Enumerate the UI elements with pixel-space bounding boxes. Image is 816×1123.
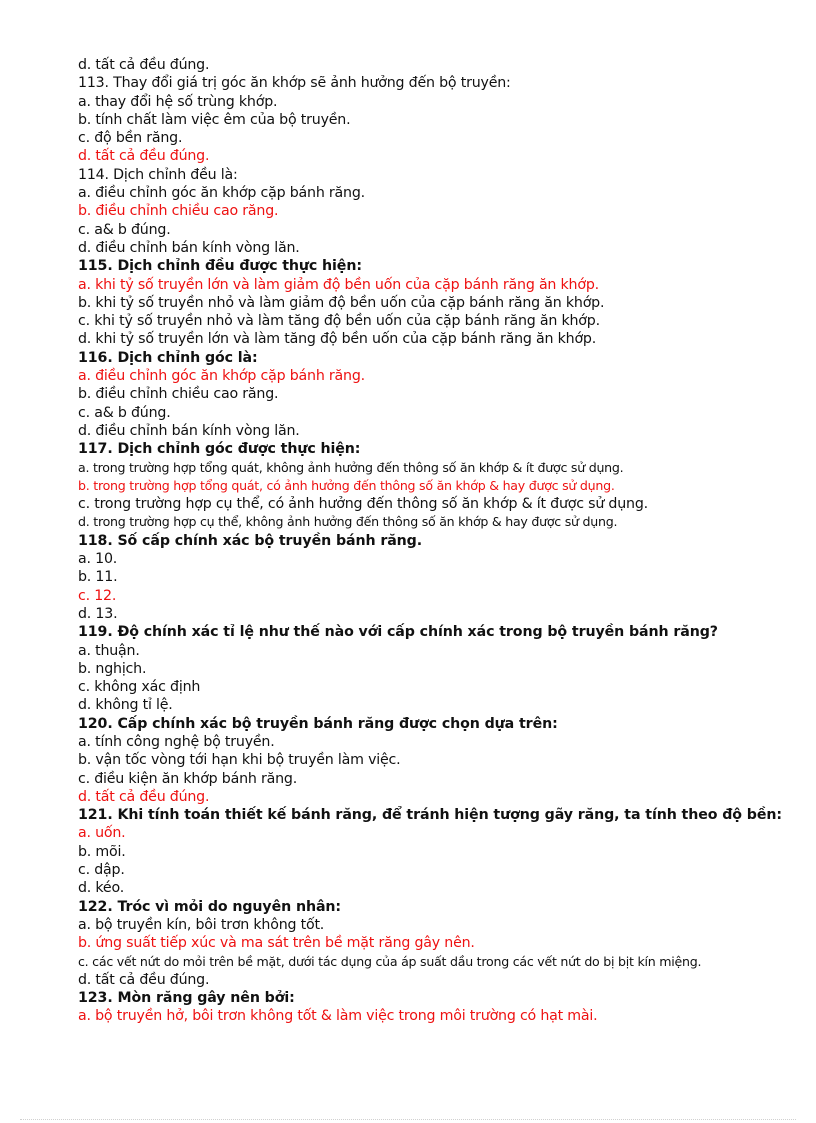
correct-answer-line: b. trong trường hợp tổng quát, có ảnh hưởng đến thông số ăn khớp & hay được sử dụng. [78,477,615,493]
text-line: c. khi tỷ số truyền nhỏ và làm tăng độ bền uốn của cặp bánh răng ăn khớp. [78,313,600,330]
text-line: c. các vết nứt do mỏi trên bề mặt, dưới tác dụng của áp suất dầu trong các vết nứt do bị bịt kín miệng. [78,953,702,969]
text-line: a. tính công nghệ bộ truyền. [78,733,275,750]
text-line: c. không xác định [78,679,201,696]
text-line: b. vận tốc vòng tới hạn khi bộ truyền làm việc. [78,752,401,769]
text-line: 113. Thay đổi giá trị góc ăn khớp sẽ ảnh hưởng đến bộ truyền: [78,75,511,92]
question-heading: 120. Cấp chính xác bộ truyền bánh răng được chọn dựa trên: [78,715,558,732]
text-line: a. 10. [78,551,118,568]
text-line: d. kéo. [78,880,125,897]
question-heading: 115. Dịch chỉnh đều được thực hiện: [78,258,362,275]
text-line: c. a& b đúng. [78,404,171,421]
question-heading: 122. Tróc vì mỏi do nguyên nhân: [78,898,341,915]
text-line: d. tất cả đều đúng. [78,57,210,73]
question-heading: 121. Khi tính toán thiết kế bánh răng, để tránh hiện tượng gãy răng, ta tính theo độ bền: [78,807,782,824]
text-line: a. trong trường hợp tổng quát, không ảnh hưởng đến thông số ăn khớp & ít được sử dụng. [78,459,624,475]
correct-answer-line: d. tất cả đều đúng. [78,148,210,165]
correct-answer-line: d. tất cả đều đúng. [78,788,210,805]
text-line: d. tất cả đều đúng. [78,971,210,988]
text-line: d. điều chỉnh bán kính vòng lăn. [78,239,300,256]
text-line: b. mõi. [78,843,126,860]
text-line: b. tính chất làm việc êm của bộ truyền. [78,111,351,128]
text-line: c. a& b đúng. [78,221,171,238]
text-line: d. 13. [78,605,118,622]
question-heading: 119. Độ chính xác tỉ lệ như thế nào với cấp chính xác trong bộ truyền bánh răng? [78,624,718,641]
text-line: c. dập. [78,862,125,879]
text-line: a. thay đổi hệ số trùng khớp. [78,93,278,110]
correct-answer-line: a. bộ truyền hở, bôi trơn không tốt & làm việc trong môi trường có hạt mài. [78,1008,598,1025]
correct-answer-line: a. điều chỉnh góc ăn khớp cặp bánh răng. [78,368,365,385]
question-heading: 123. Mòn răng gây nên bởi: [78,990,295,1007]
text-line: a. thuận. [78,642,140,659]
text-line: c. trong trường hợp cụ thể, có ảnh hưởng đến thông số ăn khớp & ít được sử dụng. [78,496,648,513]
question-heading: 117. Dịch chỉnh góc được thực hiện: [78,441,361,458]
page-footer-divider [20,1119,796,1120]
text-line: d. trong trường hợp cụ thể, không ảnh hưởng đến thông số ăn khớp & hay được sử dụng. [78,514,618,530]
text-line: d. khi tỷ số truyền lớn và làm tăng độ bền uốn của cặp bánh răng ăn khớp. [78,331,597,348]
text-line: b. khi tỷ số truyền nhỏ và làm giảm độ bền uốn của cặp bánh răng ăn khớp. [78,294,605,311]
text-line: d. điều chỉnh bán kính vòng lăn. [78,422,300,439]
text-line: b. nghịch. [78,660,147,677]
correct-answer-line: b. điều chỉnh chiều cao răng. [78,203,279,220]
text-line: 114. Dịch chỉnh đều là: [78,166,238,183]
text-line: b. điều chỉnh chiều cao răng. [78,386,279,403]
correct-answer-line: b. ứng suất tiếp xúc và ma sát trên bề mặt răng gây nên. [78,935,475,952]
document-page [78,56,798,1026]
text-line: a. bộ truyền kín, bôi trơn không tốt. [78,916,325,933]
correct-answer-line: a. uốn. [78,825,126,842]
text-line: a. điều chỉnh góc ăn khớp cặp bánh răng. [78,185,365,202]
text-line: c. điều kiện ăn khớp bánh răng. [78,770,298,787]
text-line: b. 11. [78,569,118,586]
correct-answer-line: c. 12. [78,587,117,604]
question-heading: 118. Số cấp chính xác bộ truyền bánh răng. [78,532,423,549]
question-heading: 116. Dịch chỉnh góc là: [78,349,258,366]
text-line: c. độ bền răng. [78,130,183,147]
correct-answer-line: a. khi tỷ số truyền lớn và làm giảm độ bền uốn của cặp bánh răng ăn khớp. [78,276,599,293]
text-line: d. không tỉ lệ. [78,697,173,714]
